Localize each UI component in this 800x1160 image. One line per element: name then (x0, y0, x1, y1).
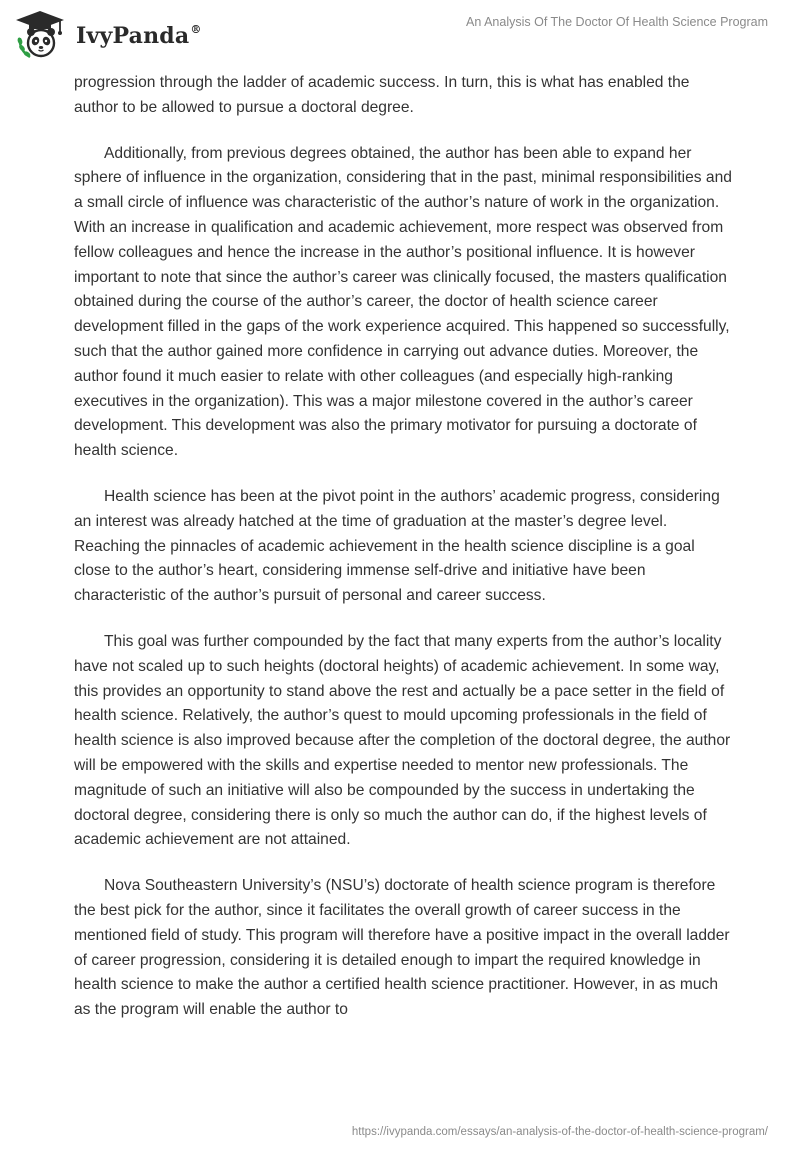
essay-body (74, 71, 734, 1044)
document-title: An Analysis Of The Doctor Of Health Science Program (466, 15, 768, 29)
paragraph: Health science has been at the pivot point in the authors’ academic progress, considering an interest was already hatched at the time of graduation at the master’s degree level. Reaching the pinnacles of academic achievement in the health science discipline is a goal close to the author’s heart, considering immense self-drive and initiative have been characteristic of the author’s pursuit of personal and career success. (74, 487, 720, 605)
ivypanda-logo[interactable] (14, 8, 202, 60)
page-header (0, 0, 800, 70)
paragraph: progression through the ladder of academic success. In turn, this is what has enabled the author to be allowed to pursue a doctoral degree. (74, 74, 690, 116)
paragraph: Additionally, from previous degrees obtained, the author has been able to expand her sphere of influence in the organization, considering that in the past, minimal responsibilities and a small circle of influence was characteristic of the author’s nature of work in the organization. With an increase in qualification and academic achievement, more respect was observed from fellow colleagues and hence the increase in the author’s positional influence. It is however important to note that since the author’s career was clinically focused, the masters qualification obtained during the course of the author’s career, the doctor of health science career development filled in the gaps of the work experience acquired. This happened so successfully, such that the author gained more confidence in carrying out advance duties. Moreover, the author found it much easier to relate with other colleagues (and especially high-ranking executives in the organization). This was a major milestone covered in the author’s career development. This development was also the primary motivator for pursuing a doctorate of health science. (74, 144, 732, 460)
panda-logo-icon (14, 8, 66, 60)
registered-mark: ® (190, 22, 202, 36)
logo-text: IvyPanda® (76, 22, 202, 49)
paragraph: This goal was further compounded by the fact that many experts from the author’s locality have not scaled up to such heights (doctoral heights) of academic achievement. In some way, this provides an opportunity to stand above the rest and actually be a pace setter in the field of health science. Relatively, the author’s quest to mould upcoming professionals in the field of health science is also improved because after the completion of the doctoral degree, the author will be empowered with the skills and expertise needed to mentor new professionals. The magnitude of such an initiative will also be compounded by the success in undertaking the doctoral degree, considering there is only so much the author can do, if the highest levels of academic achievement are not attained. (74, 632, 731, 849)
source-url[interactable]: https://ivypanda.com/essays/an-analysis-of-the-doctor-of-health-science-program/ (351, 1126, 768, 1138)
paragraph: Nova Southeastern University’s (NSU’s) doctorate of health science program is therefore the best pick for the author, since it facilitates the overall growth of career success in the mentioned field of study. This program will therefore have a positive impact in the overall ladder of career progression, considering it is detailed enough to impart the required knowledge in health science to make the author a certified health science practitioner. However, in as much as the program will enable the author to (74, 877, 730, 1019)
